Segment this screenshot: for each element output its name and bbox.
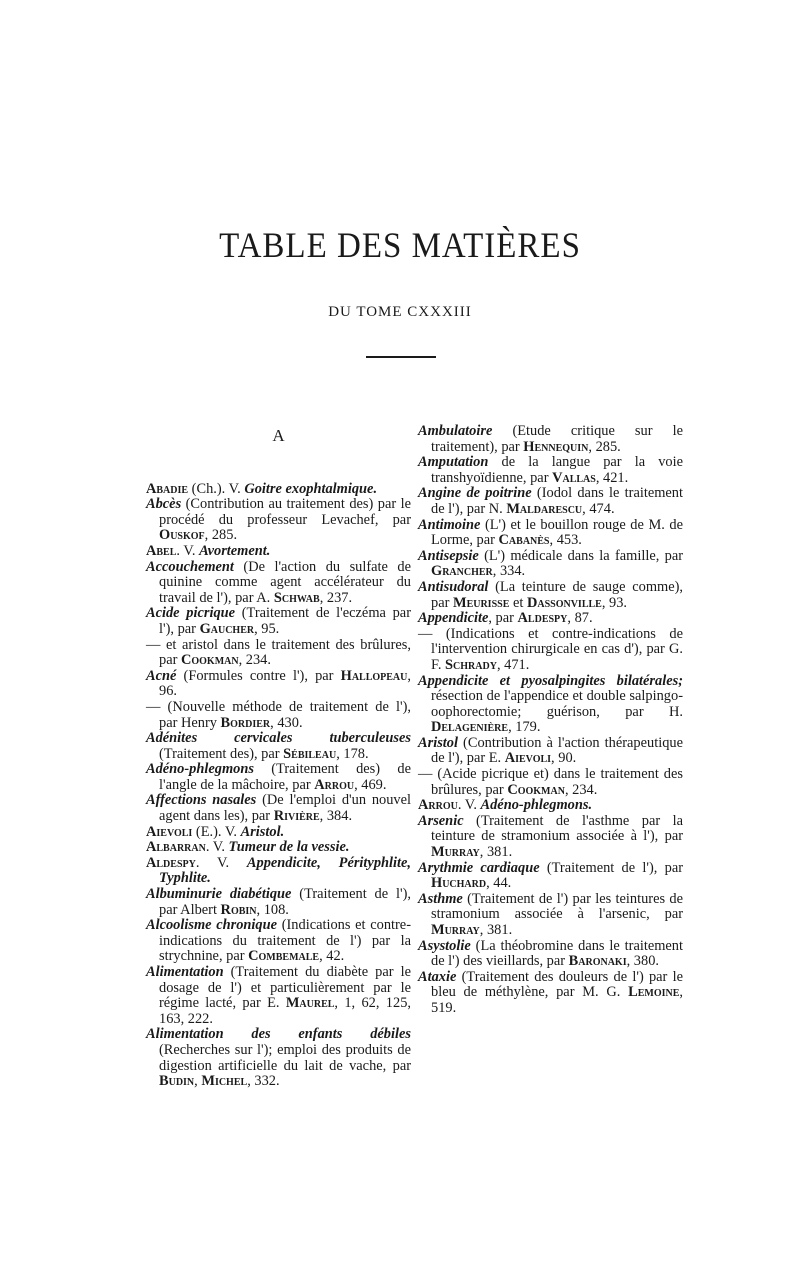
entry-author: Baronaki [568,953,627,970]
entry-text: (Recherches sur l'); emploi des produits de digestion artificielle du lait de vache, par [159,1041,411,1074]
index-entry [418,611,683,627]
title-divider [366,356,436,358]
entry-heading: Alimentation des enfants débiles [146,1026,411,1043]
index-entry [146,825,411,841]
entry-author: Vallas [552,469,596,486]
index-entry [418,424,683,455]
index-entry [418,767,683,798]
index-entry [418,627,683,674]
entry-text: (Traitement de l'asthme par la teinture de stramonium associée à l'), par [431,812,683,845]
index-entry [418,892,683,939]
entry-text: , 421. [595,469,629,486]
entry-text: , [194,1073,202,1090]
index-entry [146,544,411,560]
entry-heading: Accouchement [146,558,234,575]
entry-author: Hennequin [523,438,589,455]
entry-heading: Antisudoral [418,578,489,595]
entry-heading: Abcès [146,496,182,513]
entry-author: Cookman [180,652,239,669]
entry-text: . V. [195,854,247,871]
entry-text: (L') et le bouillon rouge de M. de Lorme, par [431,516,683,549]
entry-author: Sébileau [283,745,337,762]
page-subtitle: DU TOME CXXXIII [328,304,472,320]
entry-text: (La théobromine dans le traitement de l') des vieillards, par [431,937,683,970]
entry-text: , 381. [479,922,513,938]
entry-heading: Tumeur de la vessie. [228,839,350,856]
entry-text: , 90. [551,750,577,767]
index-entry [146,856,411,887]
entry-text: , 178. [336,745,369,762]
entry-heading: Ambulatoire [418,423,493,439]
entry-heading: Adéno-phlegmons [146,761,254,778]
entry-author: Grancher [431,563,493,580]
entry-heading: Avortement. [199,542,271,559]
entry-text: (De l'emploi d'un nouvel agent dans les), par [159,792,411,825]
entry-text: , 384. [319,808,353,825]
index-entry [418,549,683,580]
entry-author: Murray [431,844,480,861]
index-entry [418,674,683,736]
index-entry [418,736,683,767]
entry-text: (Traitement des douleurs de l') par le bleu de méthylène, par M. G. [431,968,683,1001]
entry-author: Meurisse [452,594,510,611]
index-entry [418,814,683,861]
index-entry [146,560,411,607]
index-entry [418,861,683,892]
entry-text: , 87. [567,610,593,627]
index-entry [146,793,411,824]
entry-text: (Traitement des), par [159,745,284,762]
entry-heading: Appendicite et pyosalpingites bilatérales; [418,672,683,689]
index-entry [146,840,411,856]
index-entry [146,606,411,637]
entry-text: , 285. [588,438,621,455]
index-entry [146,1027,411,1089]
entry-text: et [509,594,527,611]
entry-text: , 519. [431,984,683,1016]
index-entry [418,455,683,486]
entry-author: Dassonville [526,594,602,611]
entry-text: , 332. [247,1073,280,1090]
entry-heading: Alimentation [146,964,224,980]
entry-text: , 381. [479,844,513,861]
index-entry [146,497,411,544]
entry-text: — (Acide picrique et) dans le traitement des brûlures, par [418,766,683,798]
entry-author: Aldespy [517,610,568,627]
entry-author: Schwab [273,589,320,606]
entry-text: (Ch.). V. [188,480,245,497]
entry-text: . V. [176,542,200,559]
entry-text: , 96. [159,667,411,700]
entry-text: , 179. [508,719,541,736]
index-entry [418,970,683,1017]
entry-text: , 334. [492,563,526,580]
entry-author: Gaucher [199,620,255,637]
entry-author: Michel [201,1073,248,1090]
index-entry [146,887,411,918]
entry-text: , 108. [256,901,289,918]
entry-text: , 42. [319,948,345,965]
entry-text: (Iodol dans le traitement de l'), par N. [431,485,683,517]
entry-author: Ouskof [159,527,205,544]
index-entry [146,731,411,762]
entry-author: Robin [220,901,257,918]
entry-text: résection de l'appendice et double salpingo-oophorectomie; guérison, par H. [431,688,683,720]
entry-author: Arrou [314,776,355,793]
entry-text: , 44. [486,875,512,892]
entry-author: Arrou [418,797,458,814]
entry-author: Aievoli [146,823,193,840]
index-entry [146,762,411,793]
entry-text: , 95. [254,620,280,637]
entry-author: Huchard [431,875,487,892]
entry-heading: Appendicite, Pérityphlite, Typhlite. [159,854,411,887]
entry-heading: Appendicite [418,610,489,627]
entry-author: Hallopeau [340,667,408,684]
entry-text: (Traitement de l'), par Albert [159,886,411,918]
entry-text: (Formules contre l'), par [176,667,341,684]
entry-heading: Aristol. [240,823,285,840]
entry-heading: Acide picrique [146,605,236,622]
entry-text: (La teinture de sauge comme), par [431,578,683,611]
entry-text: — et aristol dans le traitement des brûlures, par [146,636,411,669]
entry-author: Albarran [146,839,206,856]
entry-text: (Traitement du diabète par le dosage de l') et particulièrement par le régime lacté, par E. [159,964,411,1012]
entry-text: . V. [205,839,229,856]
entry-text: (Traitement de l'), par [539,859,683,876]
entry-text: (Etude critique sur le traitement), par [431,423,683,455]
entry-heading: Antisepsie [418,547,479,564]
entry-heading: Aristol [418,734,458,751]
section-letter: A [272,426,285,445]
entry-text: (Indications et contre-indications du traitement de l') par la strychnine, par [159,917,411,965]
entry-heading: Asthme [418,890,463,907]
index-column-left [146,424,411,1090]
entry-author: Abel [146,542,177,559]
entry-text: , 453. [549,532,582,549]
entry-heading: Ataxie [418,968,457,985]
entry-author: Maldarescu [506,500,583,517]
entry-author: Combemale [248,948,320,965]
entry-text: de la langue par la voie transhyoïdienne, par [431,454,683,486]
index-entry [418,580,683,611]
entry-heading: Affections nasales [146,792,257,809]
entry-heading: Antimoine [418,516,481,533]
entry-heading: Amputation [418,454,489,471]
index-entry [418,486,683,517]
entry-author: Budin [159,1073,195,1090]
entry-heading: Arythmie cardiaque [418,859,540,876]
entry-text: , 380. [626,953,659,970]
entry-text: , par [488,610,518,627]
entry-text: , 285. [204,527,238,544]
entry-author: Maurel [285,995,335,1012]
entry-author: Aldespy [146,854,196,871]
entry-heading: Alcoolisme chronique [146,917,278,934]
entry-text: (E.). V. [192,823,241,840]
entry-heading: Asystolie [418,937,471,954]
entry-author: Abadie [146,480,189,497]
entry-text: . V. [457,797,481,814]
entry-text: , 469. [354,776,387,793]
entry-text: , 430. [270,714,303,731]
entry-text: , 237. [319,589,353,606]
index-entry [146,700,411,731]
entry-author: Lemoine [628,984,680,1001]
entry-text: , 474. [582,500,615,517]
entry-text: , 234. [564,781,598,798]
entry-text: (Traitement des) de l'angle de la mâchoire, par [159,761,411,793]
entry-heading: Acné [146,667,177,684]
entry-text: — (Indications et contre-indications de l'intervention chirurgicale en cas d'), par G. F. [418,625,683,673]
entry-text: (L') médicale dans la famille, par [478,547,683,564]
entry-author: Cookman [507,781,565,798]
entry-heading: Arsenic [418,812,464,829]
entry-heading: Adénites cervicales tuberculeuses [146,730,411,747]
entry-text: , 93. [601,594,628,611]
index-entry [146,638,411,669]
entry-text: , 471. [496,656,530,673]
entry-heading: Adéno-phlegmons. [480,797,593,814]
index-entry [418,798,683,814]
entry-text: — (Nouvelle méthode de traitement de l'), par Henry [146,698,411,731]
entry-author: Murray [431,922,480,938]
index-entry [146,669,411,700]
entry-text: (Traitement de l') par les teintures de stramonium associée à l'arsenic, par [431,890,683,923]
index-entry [146,965,411,1027]
entry-author: Bordier [220,714,271,731]
entry-text: (De l'action du sulfate de quinine comme agent accélérateur du travail de l'), par A. [159,558,411,606]
entry-text: (Contribution à l'action thérapeutique de l'), par E. [431,734,683,767]
index-entry [146,918,411,965]
entry-text: , 234. [238,652,271,669]
entry-text: , 1, 62, 125, 163, 222. [159,995,411,1027]
index-entry [418,939,683,970]
entry-author: Rivière [273,808,320,825]
index-column-right [418,424,683,1017]
entry-text: (Traitement de l'eczéma par l'), par [159,605,411,637]
index-entry [418,518,683,549]
entry-heading: Angine de poitrine [418,485,532,502]
page-title: TABLE DES MATIÈRES [219,226,581,266]
entry-author: Cabanès [498,532,550,549]
entry-author: Aievoli [504,750,552,767]
entry-author: Delagenière [431,719,509,736]
entry-heading: Goitre exophtalmique. [244,480,378,497]
entry-heading: Albuminurie diabétique [146,886,292,903]
entry-text: (Contribution au traitement des) par le procédé du professeur Levachef, par [159,496,411,528]
entry-author: Schrady [445,656,497,673]
index-entry [146,482,411,498]
